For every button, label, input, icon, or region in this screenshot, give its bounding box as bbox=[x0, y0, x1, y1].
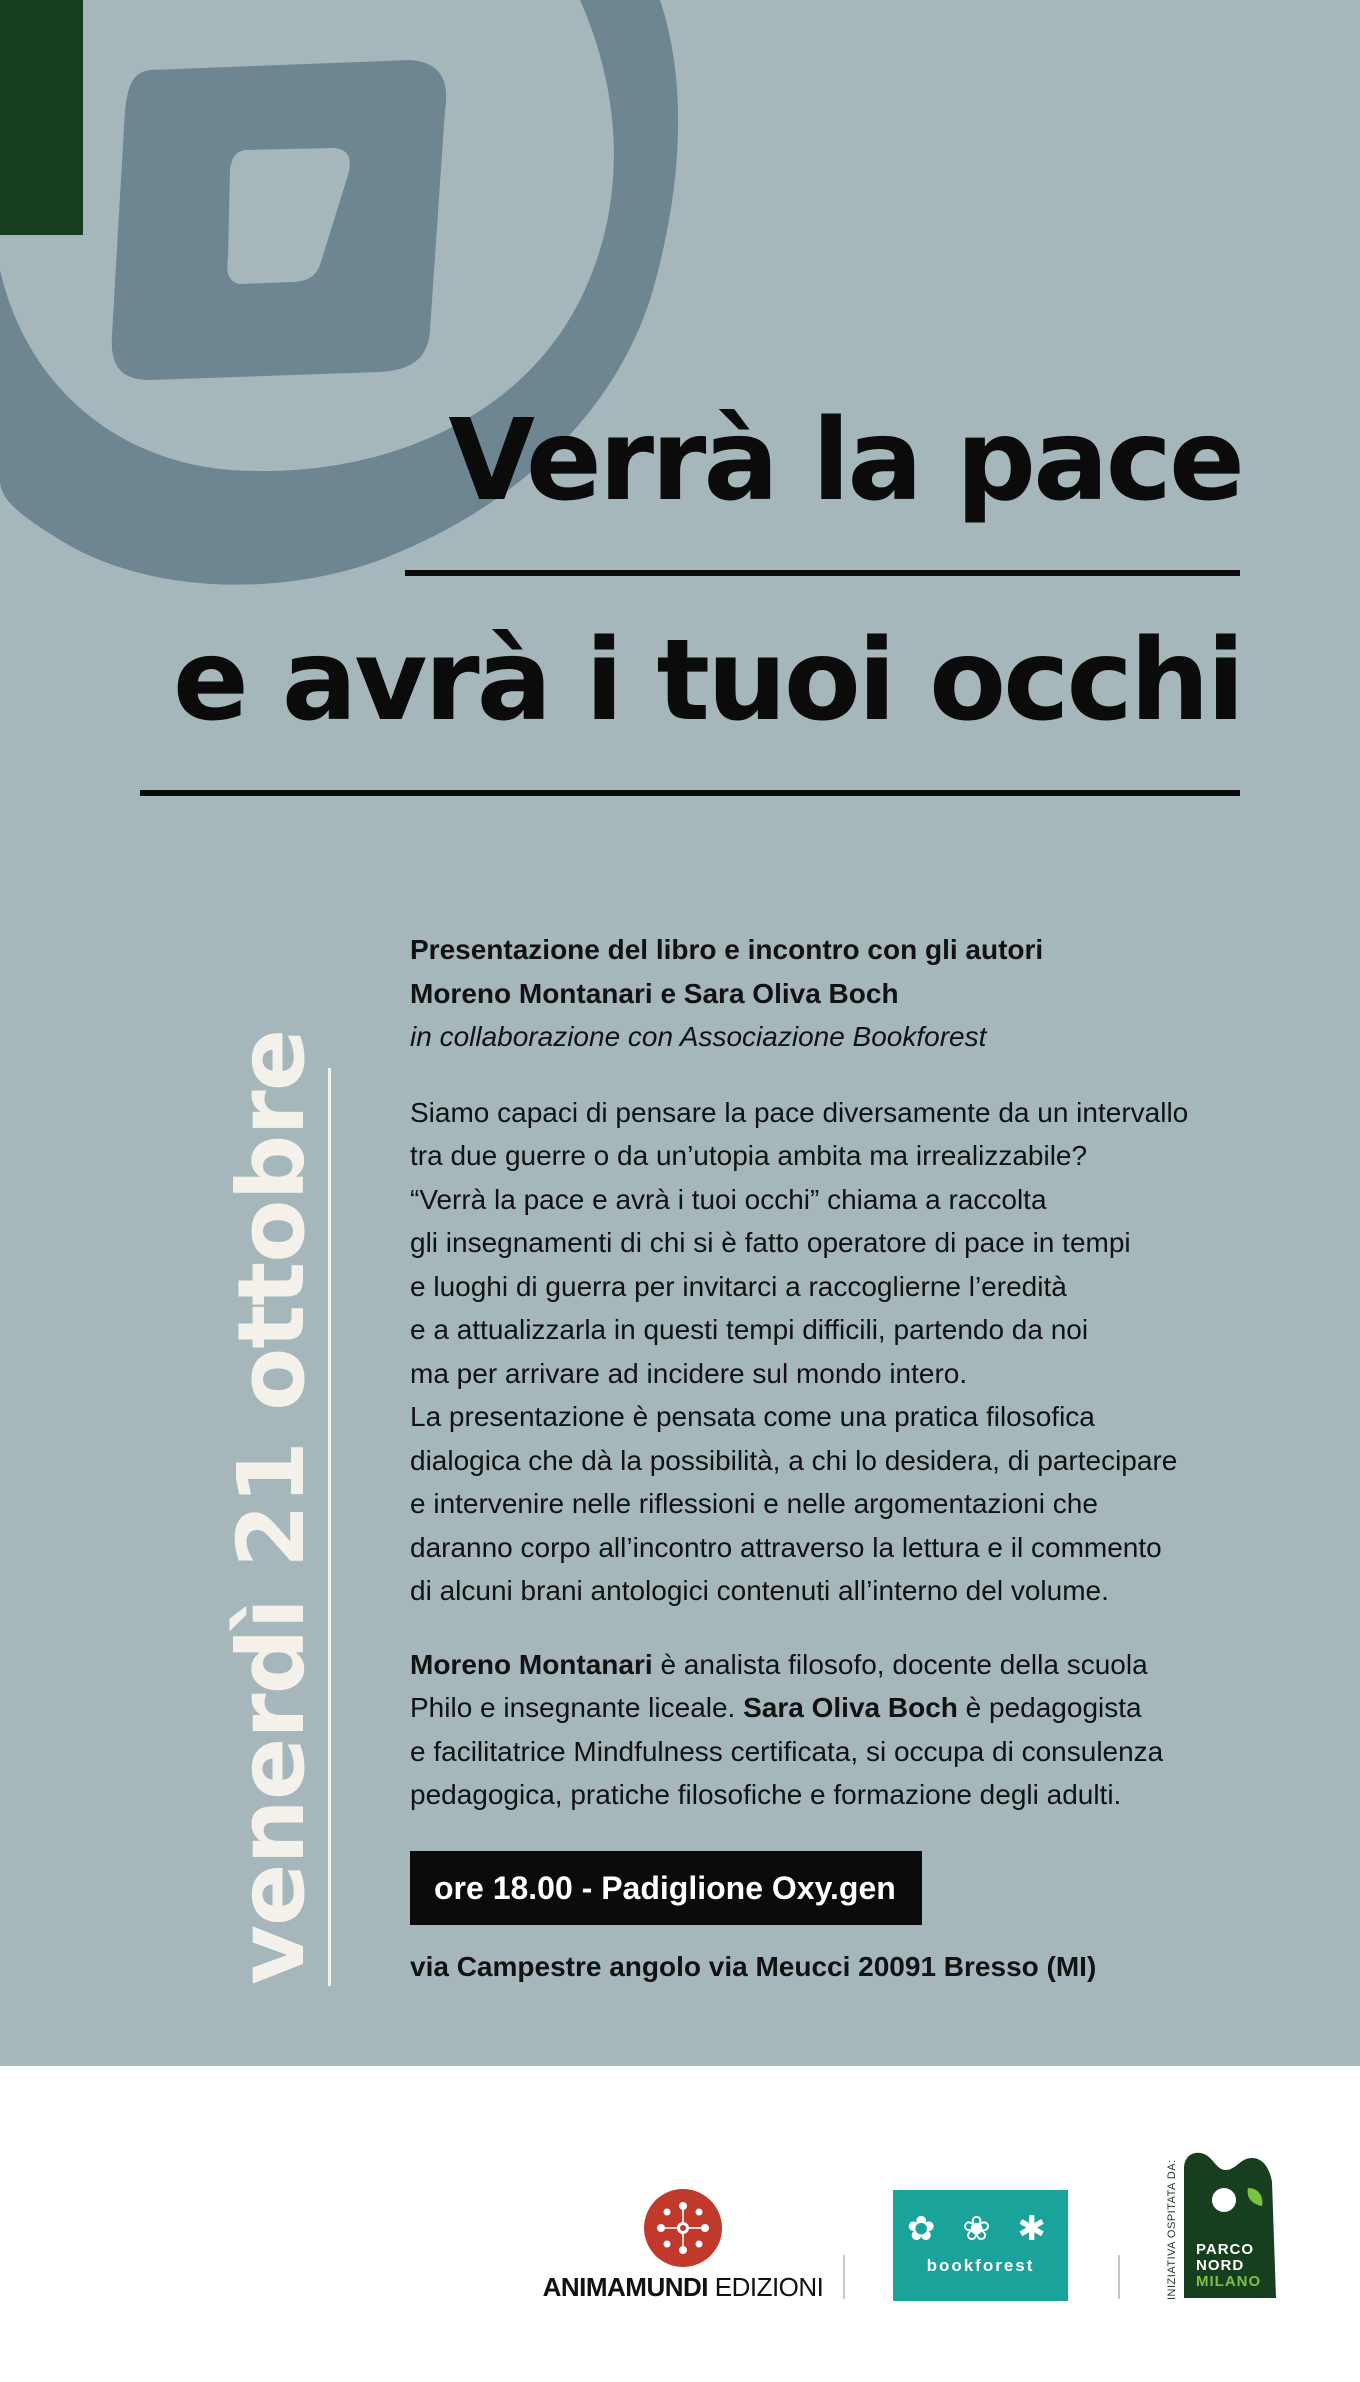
bio-line-1 bbox=[410, 1643, 1290, 1687]
description-line: ma per arrivare ad incidere sul mondo intero. bbox=[410, 1357, 968, 1389]
bookforest-flower-icons: ✿ ❀ ✱ bbox=[906, 2209, 1055, 2249]
bio-line-4: pedagogica, pratiche filosofiche e formazione degli adulti. bbox=[410, 1779, 1122, 1810]
animamundi-logo bbox=[533, 2188, 833, 2302]
bookforest-wordmark: bookforest bbox=[926, 2256, 1035, 2275]
green-corner-tab bbox=[0, 0, 83, 235]
description-line: di alcuni brani antologici contenuti all’interno del volume. bbox=[410, 1575, 1109, 1606]
description-line: gli insegnamenti di chi si è fatto operatore di pace in tempi bbox=[410, 1227, 1131, 1258]
description-line: “Verrà la pace e avrà i tuoi occhi” chiama a raccolta bbox=[410, 1183, 1047, 1215]
description-line: Siamo capaci di pensare la pace diversamente da un intervallo bbox=[410, 1096, 1189, 1128]
title-rule-1 bbox=[405, 570, 1240, 576]
bio-line-2 bbox=[410, 1686, 1290, 1730]
description-line: e luoghi di guerra per invitarci a raccoglierne l’eredità bbox=[410, 1270, 1067, 1302]
bio-text: è pedagogista bbox=[957, 1692, 1142, 1723]
description-line: La presentazione è pensata come una pratica filosofica bbox=[410, 1401, 1095, 1432]
bookforest-logo bbox=[893, 2190, 1068, 2301]
nord-word: NORD bbox=[1196, 2257, 1245, 2274]
event-content bbox=[410, 928, 1290, 1988]
bio-line-3: e facilitatrice Mindfulness certificata, si occupa di consulenza bbox=[410, 1735, 1164, 1767]
title-rule-2 bbox=[140, 790, 1240, 796]
description-line: daranno corpo all’incontro attraverso la lettura e il commento bbox=[410, 1531, 1162, 1563]
time-place-badge: ore 18.00 - Padiglione Oxy.gen bbox=[410, 1851, 922, 1925]
description-line: e intervenire nelle riflessioni e nelle argomentazioni che bbox=[410, 1488, 1098, 1519]
logo-separator bbox=[1118, 2255, 1120, 2299]
author-2-name: Sara Oliva Boch bbox=[743, 1692, 958, 1723]
event-date-vertical: venerdì 21 ottobre bbox=[218, 1029, 325, 1985]
parco-word: PARCO bbox=[1196, 2241, 1255, 2258]
description-line: e a attualizzarla in questi tempi difficili, partendo da noi bbox=[410, 1314, 1089, 1345]
title-line-2: e avrà i tuoi occhi bbox=[172, 616, 1242, 746]
description-line: dialogica che dà la possibilità, a chi lo desidera, di partecipare bbox=[410, 1444, 1178, 1476]
intro-collaboration: in collaborazione con Associazione Bookforest bbox=[410, 1021, 987, 1052]
animamundi-name: ANIMAMUNDI bbox=[542, 2272, 708, 2302]
description bbox=[410, 1091, 1290, 1613]
hosted-by-label: INIZIATIVA OSPITATA DA: bbox=[1166, 2159, 1178, 2300]
animamundi-wordmark bbox=[533, 2272, 833, 2303]
bio-text: è analista filosofo, docente della scuola bbox=[652, 1648, 1148, 1680]
bio-text: Philo e insegnante liceale. bbox=[410, 1692, 744, 1723]
intro-line-1: Presentazione del libro e incontro con gli autori bbox=[410, 934, 1044, 965]
author-1-name: Moreno Montanari bbox=[410, 1648, 653, 1680]
authors-bio bbox=[410, 1643, 1290, 1817]
description-line: tra due guerre o da un’utopia ambita ma irrealizzabile? bbox=[410, 1140, 1088, 1171]
title-line-1: Verrà la pace bbox=[448, 396, 1242, 526]
date-divider-line bbox=[328, 1068, 331, 1986]
logo-separator bbox=[843, 2255, 845, 2299]
milano-word: MILANO bbox=[1196, 2273, 1262, 2290]
event-address: via Campestre angolo via Meucci 20091 Bresso (MI) bbox=[410, 1950, 1097, 1982]
parco-nord-wordmark bbox=[1196, 2242, 1261, 2290]
animamundi-mandala-icon bbox=[643, 2188, 723, 2268]
intro-authors: Moreno Montanari e Sara Oliva Boch bbox=[410, 977, 899, 1009]
animamundi-edizioni: EDIZIONI bbox=[708, 2272, 824, 2302]
